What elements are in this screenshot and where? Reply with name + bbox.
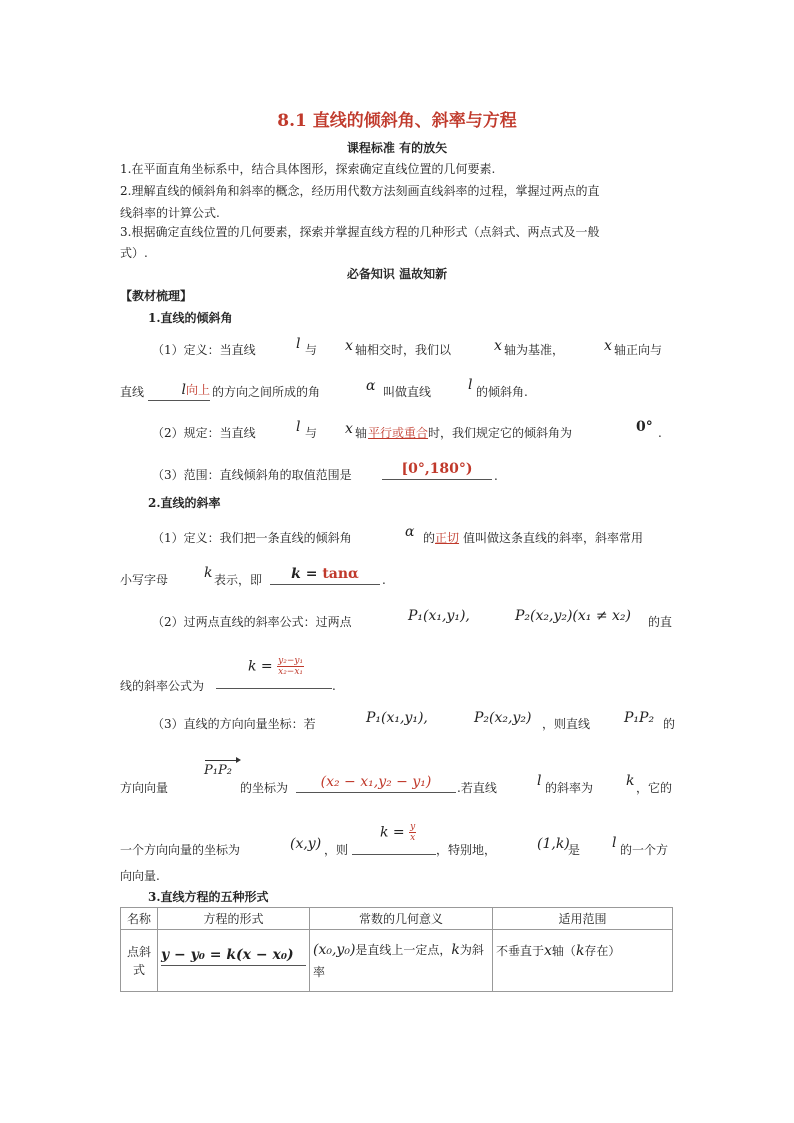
knowledge-heading: 必备知识 温故知新	[346, 267, 448, 281]
s2-v3-a: 一个方向向量的坐标为	[120, 843, 241, 857]
var-alpha: α	[405, 524, 415, 540]
s2-v2-b: 的坐标为	[240, 781, 289, 795]
point-p2-condition: P₂(x₂,y₂)(x₁ ≠ x₂)	[515, 608, 632, 624]
s1-def2-d: 的倾斜角.	[476, 385, 528, 399]
textbook-heading: 【教材梳理】	[120, 289, 193, 303]
point-p2: P₂(x₂,y₂)	[474, 710, 532, 726]
point-p1: P₁(x₁,y₁),	[408, 608, 470, 624]
yx-fraction	[409, 822, 416, 843]
standard-3b: 式）.	[120, 246, 148, 260]
s2-v-a: （3）直线的方向向量坐标：若	[152, 717, 316, 731]
s1-def-a: （1）定义：当直线	[152, 343, 256, 357]
slope-denominator: x₂−x₁	[278, 667, 304, 677]
blank-line	[352, 854, 436, 855]
yx-denominator: x	[410, 833, 416, 843]
answer-tan-alpha: tanα	[322, 566, 359, 582]
var-k: k	[451, 941, 460, 958]
answer-upward: 向上	[185, 383, 210, 397]
section-3-heading: 3.直线方程的五种形式	[148, 890, 269, 904]
var-k: k	[626, 773, 635, 789]
answer-parallel-or-coincident: 平行或重合	[368, 426, 429, 440]
formula-k-yx	[380, 822, 416, 843]
line-equation-forms-table	[120, 907, 673, 992]
meaning-text-a: 是直线上一定点，	[355, 942, 452, 957]
row-name-point-slope: 点斜式	[121, 930, 158, 992]
s2-v2-c: .若直线	[457, 781, 497, 795]
standard-1: 1.在平面直角坐标系中，结合具体图形，探索确定直线位置的几何要素.	[120, 162, 496, 176]
answer-range: [0°,180°)	[401, 461, 473, 477]
vector-arrow	[205, 760, 239, 761]
var-l: l	[181, 382, 186, 398]
s2-f-a: （2）过两点直线的斜率公式：过两点	[152, 615, 352, 629]
var-k: k	[204, 565, 213, 581]
vector-arrow-head	[236, 757, 241, 763]
var-x: x	[604, 338, 612, 354]
var-l: l	[612, 835, 617, 851]
s2-v-b: ，则直线	[542, 717, 591, 731]
answer-direction-vector: (x₂ − x₁,y₂ − y₁)	[320, 774, 432, 790]
course-standard-heading: 课程标准 有的放矢	[346, 141, 448, 155]
point-p1: P₁(x₁,y₁),	[366, 710, 428, 726]
s2-def-a: （1）定义：我们把一条直线的倾斜角	[152, 531, 352, 545]
line-p1p2: P₁P₂	[624, 710, 655, 726]
s2-v3-e: 的一个方	[620, 843, 669, 857]
s1-def-b: 与	[305, 343, 318, 357]
k-equals: k =	[380, 824, 405, 841]
s1-def-e: 轴正向与	[614, 343, 663, 357]
s2-v2-d: 的斜率为	[545, 781, 594, 795]
formula-k	[248, 656, 304, 677]
var-x: x	[494, 338, 502, 354]
answer-tangent: 正切	[435, 531, 460, 545]
range-text-b: 轴（	[551, 944, 576, 958]
vector-1k: (1,k)	[537, 836, 570, 852]
k-equals: k =	[291, 566, 323, 582]
s2-v3-b: ，则	[324, 843, 349, 857]
s2-def2-end: .	[382, 573, 386, 587]
s2-v2-e: ，它的	[636, 781, 673, 795]
fixed-point: (x₀,y₀)	[313, 941, 356, 958]
s2-f-b: 的直	[648, 615, 673, 629]
table-header-row	[121, 908, 673, 930]
s1-range-a: （3）范围：直线倾斜角的取值范围是	[152, 468, 352, 482]
blank-line	[216, 688, 332, 689]
s1-rule-b: 与	[305, 426, 318, 440]
s1-rule-c: 轴	[355, 426, 368, 440]
s2-def2-b: 表示，即	[214, 573, 263, 587]
s1-def2-a: 直线	[120, 385, 145, 399]
table-row	[121, 930, 673, 992]
s2-v4: 向向量.	[120, 869, 160, 883]
section-1-heading: 1.直线的倾斜角	[148, 311, 233, 325]
slope-fraction	[277, 656, 304, 677]
var-l: l	[296, 419, 301, 435]
vector-p1p2: P₁P₂	[204, 763, 232, 778]
table-header: 适用范围	[493, 908, 673, 930]
row-meaning-cell	[310, 930, 493, 992]
s1-range-end: .	[494, 469, 498, 483]
s2-v3-d: 是	[568, 843, 581, 857]
zero-degree: 0°	[636, 419, 653, 435]
var-x: x	[544, 943, 552, 959]
s2-v2-a: 方向向量	[120, 781, 169, 795]
coordinate-xy: (x,y)	[290, 836, 322, 852]
page-title: 8.1 直线的倾斜角、斜率与方程	[277, 111, 517, 131]
row-range-cell	[493, 930, 673, 992]
table-header: 名称	[121, 908, 158, 930]
s1-def2-c: 叫做直线	[383, 385, 432, 399]
yx-numerator: y	[410, 822, 416, 832]
slope-numerator: y₂−y₁	[278, 656, 304, 666]
var-l: l	[296, 336, 301, 352]
standard-2a: 2.理解直线的倾斜角和斜率的概念，经历用代数方法刻画直线斜率的过程，掌握过两点的直	[120, 184, 600, 198]
s2-def-b: 值叫做这条直线的斜率，斜率常用	[463, 531, 644, 545]
s2-def-de: 的	[423, 531, 436, 545]
s1-rule-end: .	[658, 426, 662, 440]
standard-2b: 线斜率的计算公式.	[120, 206, 220, 220]
var-l: l	[537, 773, 542, 789]
row-equation-cell	[158, 930, 310, 992]
range-text-a: 不垂直于	[496, 944, 545, 958]
table-header: 方程的形式	[158, 908, 310, 930]
s1-def-d: 轴为基准，	[504, 343, 565, 357]
var-alpha: α	[366, 378, 376, 394]
s2-v3-c: ，特别地，	[436, 843, 497, 857]
range-text-c: 存在）	[584, 944, 621, 958]
s2-def2-a: 小写字母	[120, 573, 169, 587]
s2-f2-a: 线的斜率公式为	[120, 679, 205, 693]
s2-v-c: 的	[663, 717, 676, 731]
section-2-heading: 2.直线的斜率	[148, 496, 221, 510]
meaning-text-c: 为斜率	[313, 942, 484, 979]
s1-def-c: 轴相交时，我们以	[355, 343, 452, 357]
k-equals: k =	[248, 658, 273, 675]
var-k: k	[575, 943, 585, 959]
s1-def2-b: 的方向之间所成的角	[212, 385, 321, 399]
s1-rule-a: （2）规定：当直线	[152, 426, 256, 440]
s2-f2-end: .	[332, 679, 336, 693]
point-slope-equation: y − y₀ = k(x − x₀)	[161, 947, 294, 963]
var-x: x	[345, 338, 353, 354]
var-x: x	[345, 421, 353, 437]
table-header: 常数的几何意义	[310, 908, 493, 930]
s1-rule-d: 时，我们规定它的倾斜角为	[428, 426, 573, 440]
standard-3a: 3.根据确定直线位置的几何要素，探索并掌握直线方程的几种形式（点斜式、两点式及一般	[120, 225, 600, 239]
var-l: l	[468, 377, 473, 393]
